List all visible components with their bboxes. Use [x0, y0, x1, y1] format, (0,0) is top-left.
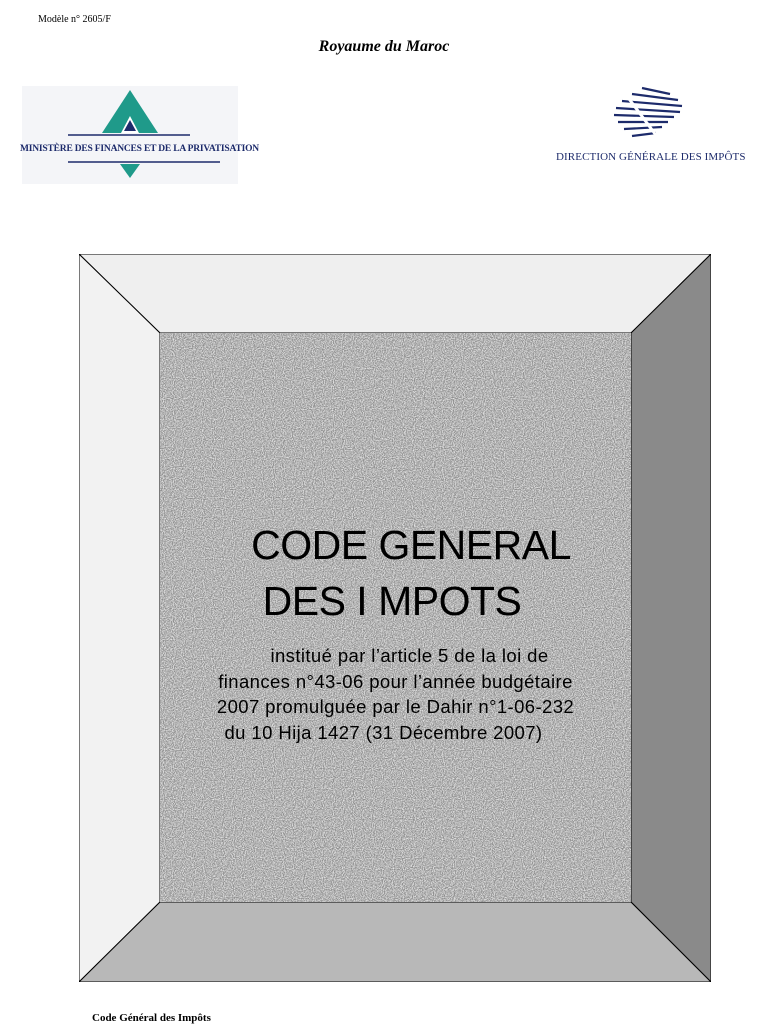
dgi-name: DIRECTION GÉNÉRALE DES IMPÔTS	[556, 151, 746, 163]
subtitle-line: finances n°43-06 pour l’année budgétaire	[218, 670, 573, 692]
ministry-logo	[20, 86, 259, 184]
subtitle-line: 2007 promulguée par le Dahir n°1-06-232	[216, 696, 575, 717]
dgi-logo	[608, 84, 684, 146]
model-reference: Modèle n° 2605/F	[38, 14, 111, 25]
page-footer: Code Général des Impôts	[92, 1012, 211, 1024]
subtitle-line: institué par l’article 5 de la loi de	[270, 645, 549, 666]
cover-title-line-1: CODE GENERAL	[251, 522, 571, 568]
country-heading: Royaume du Maroc	[318, 38, 450, 55]
cover-title-line-2: DES I MPOTS	[262, 578, 522, 624]
subtitle-line: du 10 Hija 1427 (31 Décembre 2007)	[224, 721, 543, 743]
cover-subtitle	[160, 643, 631, 745]
ministry-name: MINISTÈRE DES FINANCES ET DE LA PRIVATISATION	[20, 144, 259, 154]
